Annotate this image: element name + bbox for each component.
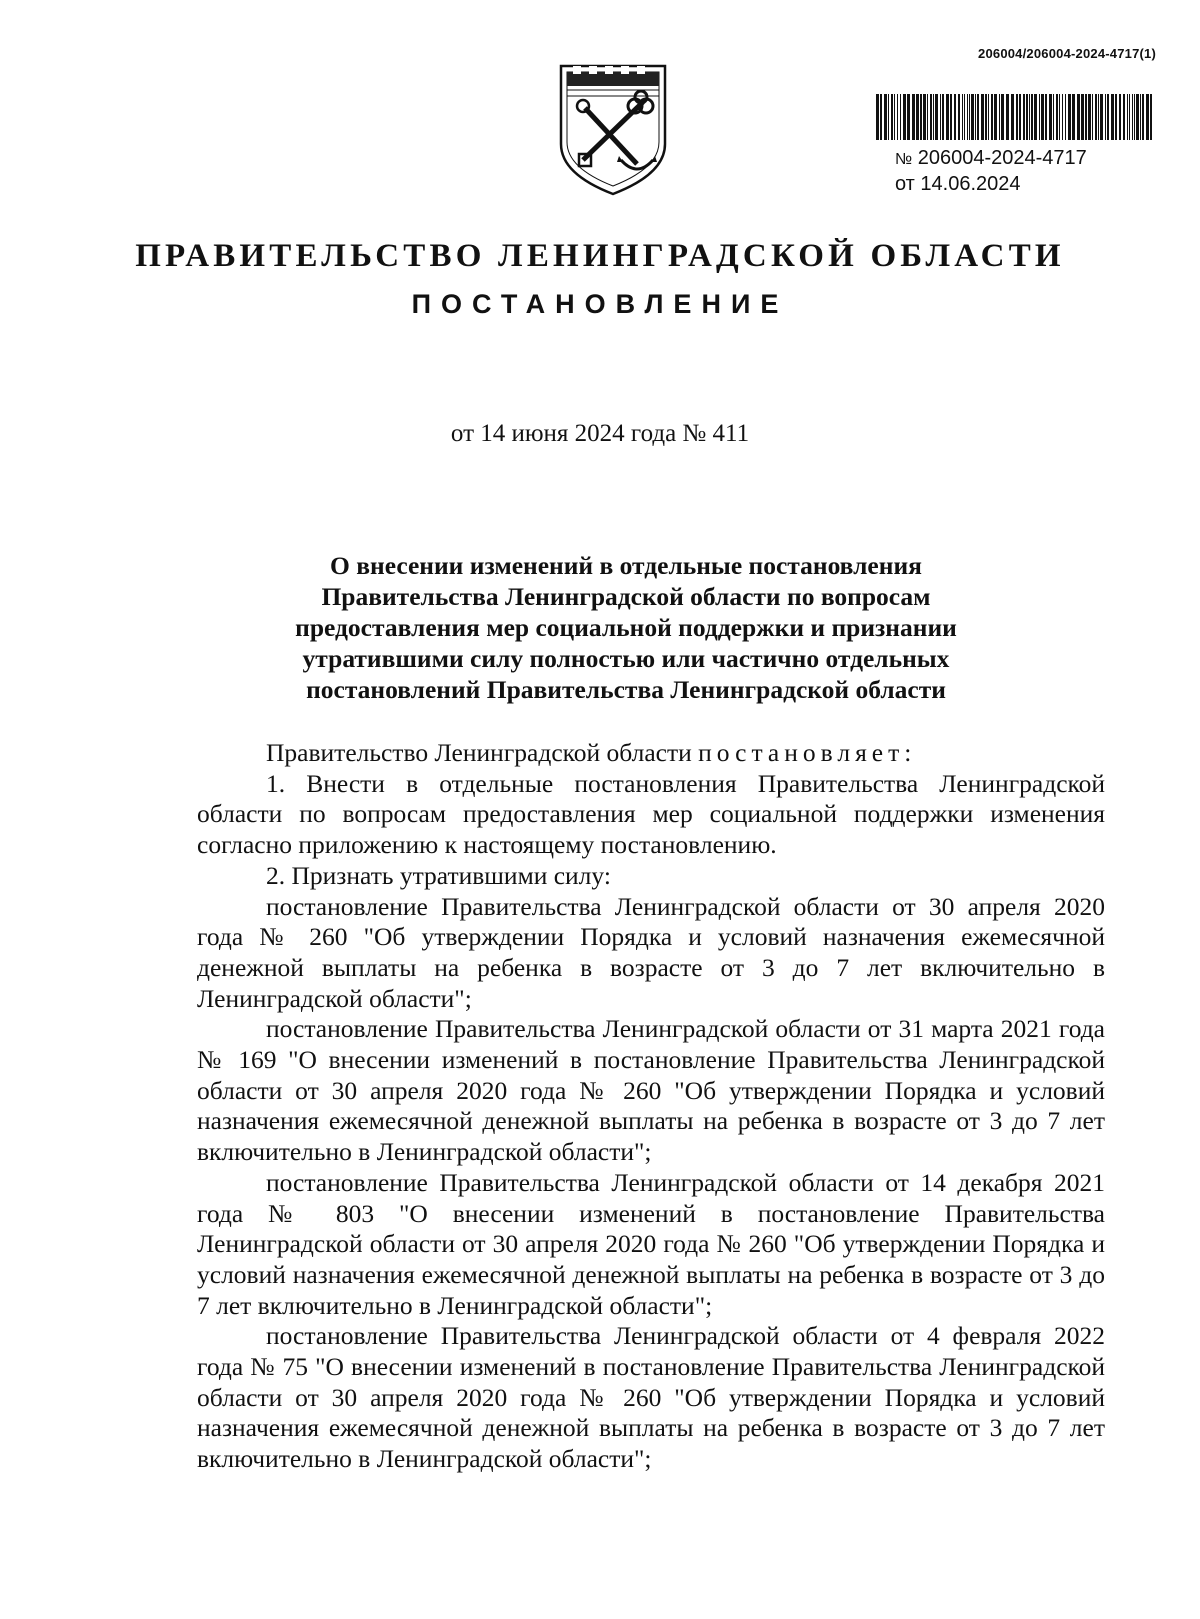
document-body: [197, 738, 1105, 1475]
paragraph-item-2: 2. Признать утратившими силу:: [266, 860, 611, 890]
subject-line: утратившими силу полностью или частично отдельных: [302, 644, 950, 673]
subject-line: Правительства Ленинградской области по вопросам: [321, 582, 931, 611]
document-date-number: от 14 июня 2024 года № 411: [450, 420, 750, 447]
preamble: [197, 738, 1105, 769]
subject-line: предоставления мер социальной поддержки и признании: [295, 613, 957, 642]
registration-date: от 14.06.2024: [895, 173, 1021, 195]
repealed-item: постановление Правительства Ленинградской области от 31 марта 2021 года № 169 "О внесении изменений в постановление Правительства Ленинградской области от 30 апреля 2020 года № 260 "Об утверждении Порядка и условий назначения ежемесячной денежной выплаты на ребенка в возрасте от 3 до 7 лет включительно в Ленинградской области";: [197, 1014, 1105, 1167]
preamble-keyword: постановляет:: [698, 738, 917, 767]
registration-number: [895, 146, 1087, 172]
document-subject: [250, 550, 1002, 705]
document-type-title: ПОСТАНОВЛЕНИЕ: [411, 289, 789, 319]
registration-block: [895, 146, 1087, 197]
registration-number-value: 206004-2024-4717: [917, 147, 1087, 169]
preamble-text: Правительство Ленинградской области: [266, 738, 692, 767]
subject-line: О внесении изменений в отдельные постановления: [330, 551, 922, 580]
barcode-icon: [876, 94, 1152, 140]
repealed-item: постановление Правительства Ленинградской области от 30 апреля 2020 года № 260 "Об утверждении Порядка и условий назначения ежемесячной денежной выплаты на ребенка в возрасте от 3 до 7 лет включительно в Ленинградской области";: [197, 891, 1105, 1013]
repealed-item: постановление Правительства Ленинградской области от 14 декабря 2021 года № 803 "О внесении изменений в постановление Правительства Ленинградской области от 30 апреля 2020 года № 260 "Об утверждении Порядка и условий назначения ежемесячной денежной выплаты на ребенка в возрасте от 3 до 7 лет включительно в Ленинградской области";: [197, 1167, 1105, 1320]
number-sign: №: [895, 151, 913, 168]
paragraph-item-1: 1. Внести в отдельные постановления Правительства Ленинградской области по вопросам предоставления мер социальной поддержки изменения согласно приложению к настоящему постановлению.: [197, 768, 1105, 860]
subject-line: постановлений Правительства Ленинградской области: [306, 675, 946, 704]
document-code: 206004/206004-2024-4717(1): [978, 46, 1156, 61]
government-title: ПРАВИТЕЛЬСТВО ЛЕНИНГРАДСКОЙ ОБЛАСТИ: [135, 238, 1065, 274]
coat-of-arms-icon: [555, 56, 671, 196]
repealed-item: постановление Правительства Ленинградской области от 4 февраля 2022 года № 75 "О внесении изменений в постановление Правительства Ленинградской области от 30 апреля 2020 года № 260 "Об утверждении Порядка и условий назначения ежемесячной денежной выплаты на ребенка в возрасте от 3 до 7 лет включительно в Ленинградской области";: [197, 1321, 1105, 1474]
